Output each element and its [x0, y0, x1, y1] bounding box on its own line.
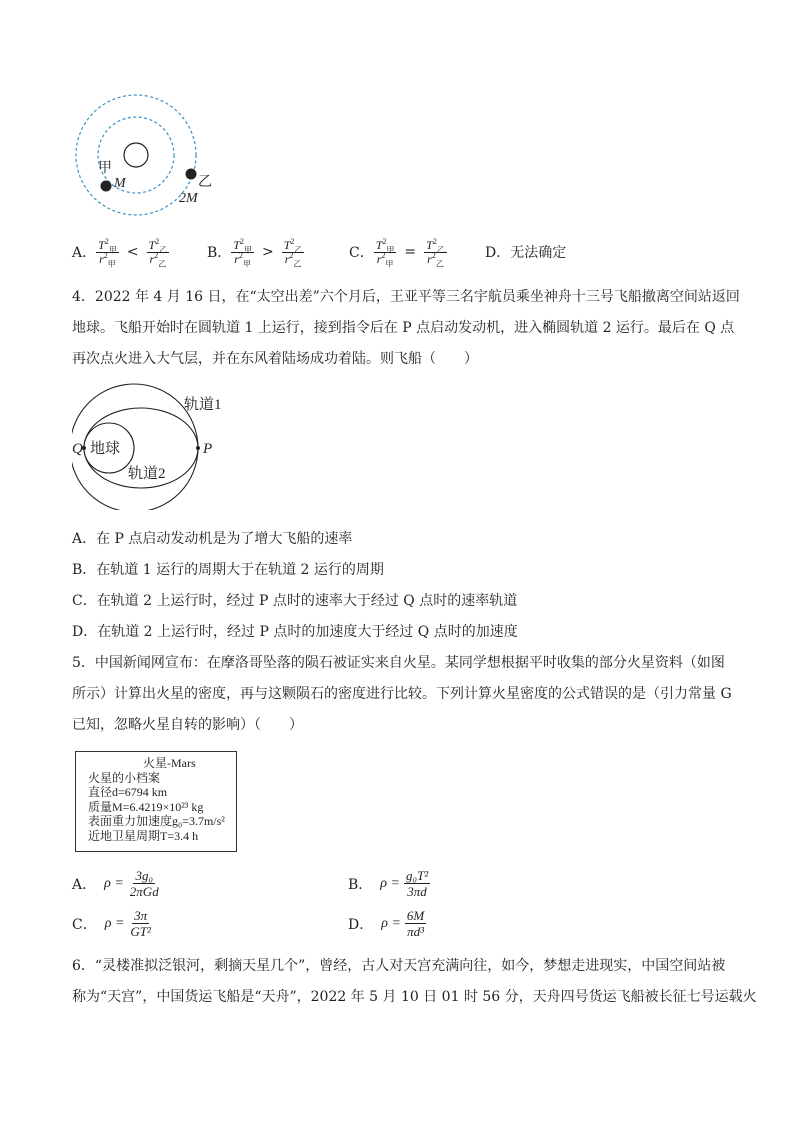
satellite-yi	[186, 169, 197, 180]
point-P	[196, 446, 200, 450]
two-orbit-figure	[70, 92, 230, 222]
q3-option-d[interactable]: D．无法确定	[485, 245, 567, 261]
card-mass: 质量M=6.4219×10²³ kg	[88, 799, 204, 814]
label-P: P	[203, 441, 213, 457]
card-period: 近地卫星周期T=3.4 h	[88, 828, 199, 843]
card-diameter: 直径d=6794 km	[88, 785, 168, 799]
q5-option-d[interactable]: D． ρ = $\frac{6M}{\text{πd³}}$	[348, 908, 425, 939]
q4-option-a[interactable]: A．在 P 点启动发动机是为了增大飞船的速率	[72, 531, 353, 547]
q5-stem-line3: 已知，忽略火星自转的影响）（ ）	[72, 717, 303, 733]
card-gravity: 表面重力加速度g₀=3.7m/s²	[88, 814, 225, 828]
label-yi: 乙	[198, 175, 212, 190]
orbit-transfer-figure	[72, 380, 242, 510]
label-M: M	[114, 176, 126, 191]
q5-option-b[interactable]: B． ρ = $\frac{\text{g₀T²}}{3\pi d}$	[348, 868, 429, 899]
q4-stem-line3: 再次点火进入大气层，并在东风着陆场成功着陆。则飞船（ ）	[72, 351, 478, 367]
q4-option-c[interactable]: C．在轨道 2 上运行时，经过 P 点时的速率大于经过 Q 点时的速率轨道	[72, 593, 518, 609]
label-earth: 地球	[90, 441, 121, 457]
card-subtitle: 火星的小档案	[88, 770, 161, 785]
q5-option-c[interactable]: C． ρ = $\frac{3\pi}{\text{GT²}}$	[72, 908, 151, 939]
mars-info-card	[75, 751, 237, 852]
q4-stem-line2: 地球。飞船开始时在圆轨道 1 上运行，接到指令后在 P 点启动发动机，进入椭圆轨道 2 运行。最后在 Q 点	[72, 320, 735, 336]
label-orbit2: 轨道2	[128, 466, 166, 482]
q6-stem-line1: 6．“灵楼准拟泛银河，剩摘天星几个”，曾经，古人对天宫充满向往，如今，梦想走进现实，中国空间站被	[72, 958, 726, 974]
q4-stem-line1: 4．2022 年 4 月 16 日，在“太空出差”六个月后，王亚平等三名宇航员乘坐神舟十三号飞船撤离空间站返回	[72, 289, 740, 305]
q6-stem-line2: 称为“天宫”，中国货运飞船是“天舟”，2022 年 5 月 10 日 01 时 56 分，天舟四号货运飞船被长征七号运载火	[72, 989, 757, 1005]
q5-stem-line1: 5．中国新闻网宣布：在摩洛哥坠落的陨石被证实来自火星。某同学想根据平时收集的部分火星资料（如图	[72, 655, 725, 671]
q3-option-b[interactable]: B． $\frac{T^2_甲}{r^2_甲}$ > $\frac{T^2_乙}{r^2_乙}$	[207, 236, 303, 268]
label-Q: Q	[72, 441, 83, 457]
q4-option-b[interactable]: B．在轨道 1 运行的周期大于在轨道 2 运行的周期	[72, 562, 384, 578]
label-2M: 2M	[179, 191, 198, 206]
q5-option-a[interactable]: A． ρ = $\frac{\text{3g₀}}{\text{2πGd}}$	[72, 868, 159, 899]
q3-option-c[interactable]: C． $\frac{T^2_甲}{r^2_甲}$ = $\frac{T^2_乙}{r^2_乙}$	[349, 236, 445, 268]
q3-option-a[interactable]: A． $\frac{T^2_甲}{r^2_甲}$ < $\frac{T^2_乙}{r^2_乙}$	[72, 236, 168, 268]
planet	[124, 143, 148, 167]
q5-stem-line2: 所示）计算出火星的密度，再与这颗陨石的密度进行比较。下列计算火星密度的公式错误的是（引力常量 G	[72, 686, 732, 702]
q4-option-d[interactable]: D．在轨道 2 上运行时，经过 P 点时的加速度大于经过 Q 点时的加速度	[72, 624, 518, 640]
label-orbit1: 轨道1	[184, 397, 222, 413]
label-jia: 甲	[98, 161, 112, 176]
satellite-jia	[101, 181, 112, 192]
card-title: 火星-Mars	[143, 756, 196, 770]
